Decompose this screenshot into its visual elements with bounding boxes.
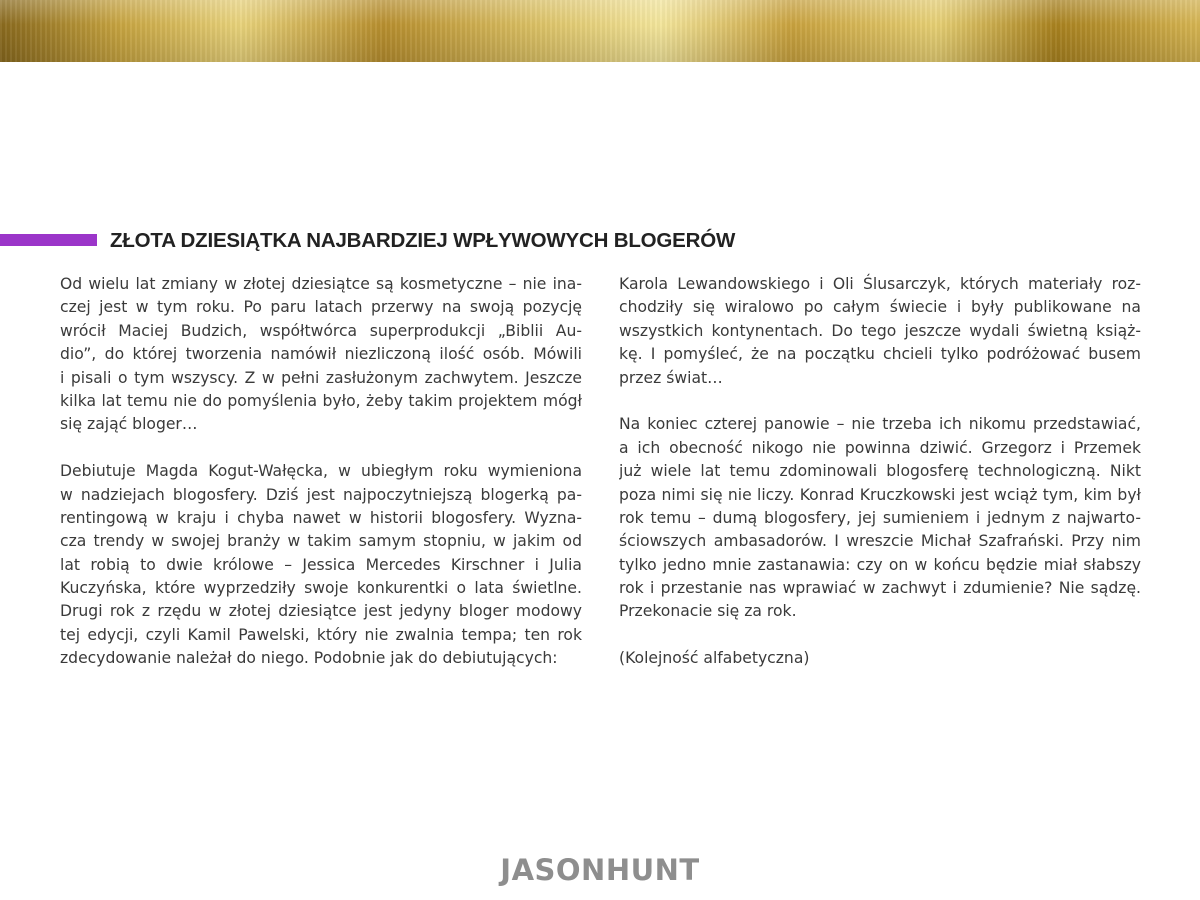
text-line: w nadziejach blogosfery. Dziś jest najpoczytniejszą blogerką pa-	[60, 485, 582, 504]
text-line: Debiutuje Magda Kogut-Wałęcka, w ubiegłym roku wymieniona	[60, 462, 582, 481]
text-line: Na koniec czterej panowie – nie trzeba ich nikomu przedstawiać,	[619, 415, 1141, 434]
text-line: kilka lat temu nie do pomyślenia było, żeby takim projektem mógł	[60, 391, 582, 410]
text-line: wrócił Maciej Budzich, współtwórca superprodukcji „Biblii Au-	[60, 321, 582, 340]
text-line: poza nimi się nie liczy. Konrad Kruczkowski jest wciąż tym, kim był	[619, 485, 1141, 504]
text-line: Kuczyńska, które wyprzedziły swoje konkurentki o lata świetlne.	[60, 579, 582, 598]
text-line	[60, 437, 582, 460]
text-line: zdecydowanie należał do niego. Podobnie jak do debiutujących:	[60, 649, 558, 668]
text-line: przez świat…	[619, 368, 723, 387]
section-heading-row	[0, 226, 1200, 256]
text-line: Drugi rok z rzędu w złotej dziesiątce jest jedyny bloger modowy	[60, 602, 582, 621]
text-line: Od wielu lat zmiany w złotej dziesiątce są kosmetyczne – nie ina-	[60, 275, 582, 293]
text-line	[619, 624, 1141, 647]
text-line: się zająć bloger…	[60, 415, 198, 434]
text-line: rentingową w kraju i chyba nawet w historii blogosfery. Wyzna-	[60, 508, 582, 527]
left-text-column	[60, 273, 582, 671]
right-text-column	[619, 273, 1141, 671]
text-line: Przekonacie się za rok.	[619, 602, 797, 621]
section-heading: ZŁOTA DZIESIĄTKA NAJBARDZIEJ WPŁYWOWYCH BLOGERÓW	[110, 229, 736, 252]
text-line: lat robią to dwie królowe – Jessica Mercedes Kirschner i Julia	[60, 555, 582, 574]
text-line: już wiele lat temu zdominowali blogosferę technologiczną. Nikt	[619, 462, 1141, 481]
gold-header-band	[0, 0, 1200, 62]
logo-text: JASONHUNT	[500, 853, 700, 887]
text-line: (Kolejność alfabetyczna)	[619, 649, 810, 668]
text-line: rok temu – dumą blogosfery, jej sumieniem i jednym z najwarto-	[619, 508, 1141, 527]
text-line: cza trendy w swojej branży w takim samym stopniu, w jakim od	[60, 532, 582, 551]
text-line: chodziły się wiralowo po całym świecie i były publikowane na	[619, 298, 1141, 317]
text-line: wszystkich kontynentach. Do tego jeszcze wydali świetną książ-	[619, 321, 1141, 340]
text-line: czej jest w tym roku. Po paru latach przerwy na swoją pozycję	[60, 298, 582, 317]
jasonhunt-logo	[0, 850, 1200, 890]
text-line: ściowszych ambasadorów. I wreszcie Michał Szafrański. Przy nim	[619, 532, 1141, 551]
text-line	[619, 390, 1141, 413]
text-line: Karola Lewandowskiego i Oli Ślusarczyk, których materiały roz-	[619, 275, 1141, 293]
text-line: a ich obecność nikogo nie powinna dziwić. Grzegorz i Przemek	[619, 438, 1141, 457]
text-line: dio”, do której tworzenia namówił niezliczoną ilość osób. Mówili	[60, 345, 582, 364]
text-line: rok i przestanie nas wprawiać w zachwyt i zdumienie? Nie sądzę.	[619, 579, 1141, 598]
heading-accent-bar	[0, 234, 97, 246]
text-line: kę. I pomyśleć, że na początku chcieli tylko podróżować busem	[619, 345, 1141, 364]
text-line: i pisali o tym wszyscy. Z w pełni zasłużonym zachwytem. Jeszcze	[60, 368, 582, 387]
text-line: tej edycji, czyli Kamil Pawelski, który nie zwalnia tempa; ten rok	[60, 625, 582, 644]
text-line: tylko jedno mnie zastanawia: czy on w końcu będzie miał słabszy	[619, 555, 1141, 574]
